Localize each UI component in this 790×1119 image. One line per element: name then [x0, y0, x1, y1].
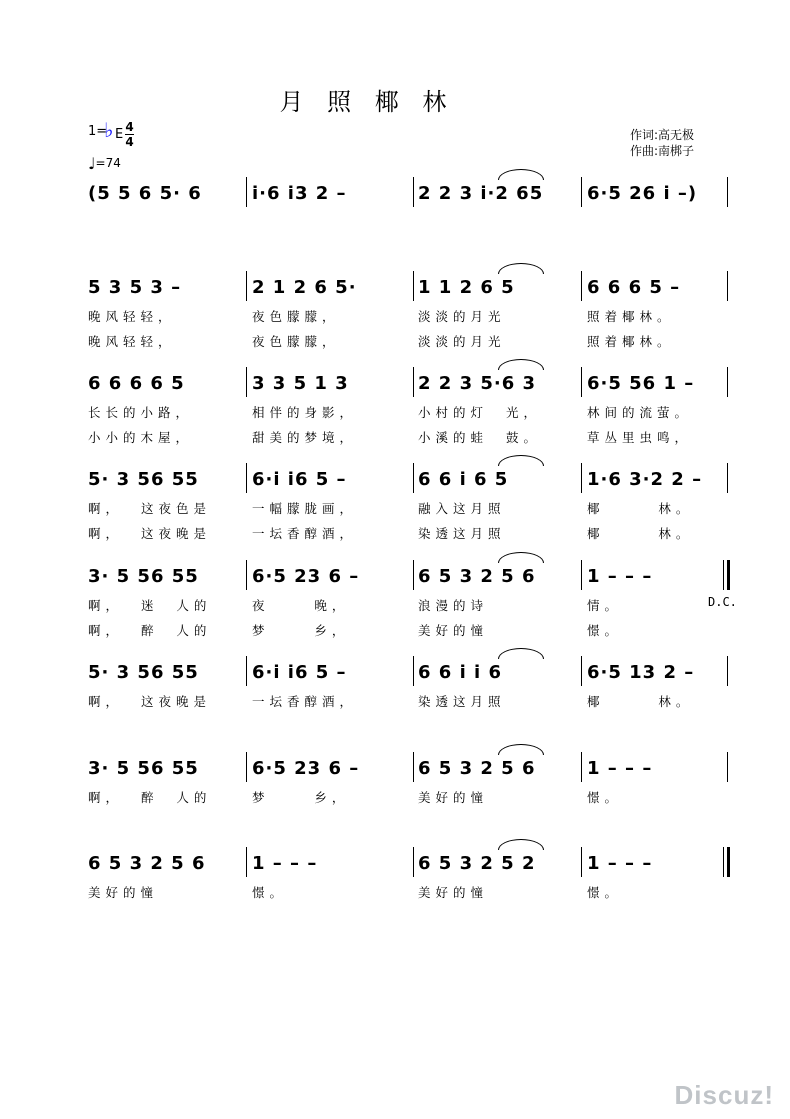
barline: [246, 847, 247, 877]
barline: [246, 463, 247, 493]
measure-notes: 6·5 23 6 –: [252, 758, 360, 779]
measure-notes: 6·i i6 5 –: [252, 662, 347, 683]
measure-notes: 6 6 6 5 –: [587, 277, 681, 298]
quarter-note-icon: ♩: [88, 154, 96, 173]
lyric-measure: 小溪的蛙 鼓。: [418, 430, 541, 445]
lyric-measure: 夜色朦朦，: [252, 334, 340, 349]
measure-notes: 6·5 26 i –): [587, 183, 698, 204]
lyric-measure: 椰 林。: [587, 526, 694, 541]
measure-notes: 6 5 3 2 5 6: [418, 758, 536, 779]
barline: [246, 656, 247, 686]
lyrics-line: [0, 524, 790, 542]
barline: [581, 463, 582, 493]
barline: [581, 847, 582, 877]
lyric-measure: 相伴的身影，: [252, 405, 358, 420]
system-notes-2: [0, 277, 790, 307]
barline: [581, 271, 582, 301]
lyricist: 作词:高无极: [630, 128, 695, 142]
final-barline: [727, 560, 730, 590]
final-barline: [727, 847, 730, 877]
lyric-measure: 一幅朦胧画，: [252, 501, 358, 516]
lyrics-line: [0, 883, 790, 901]
measure-notes: 6 6 6 6 5: [88, 373, 185, 394]
system-notes-1: [0, 183, 790, 213]
lyric-measure: 一坛香醇酒，: [252, 694, 358, 709]
barline: [246, 560, 247, 590]
lyric-measure: 染透这月照: [418, 526, 506, 541]
barline: [727, 752, 728, 782]
lyric-measure: 啊， 这夜晚是: [88, 694, 211, 709]
measure-notes: 2 2 3 i·2 65: [418, 183, 544, 204]
barline: [413, 752, 414, 782]
credits: [630, 127, 694, 159]
barline: [581, 177, 582, 207]
lyrics-line: [0, 621, 790, 639]
measure-notes: 6 5 3 2 5 6: [88, 853, 206, 874]
measure-notes: 1 – – –: [587, 758, 653, 779]
slur-mark: [498, 263, 544, 274]
measure-notes: 3 3 5 1 3: [252, 373, 349, 394]
lyrics-line: [0, 307, 790, 325]
lyric-measure: 甜美的梦境，: [252, 430, 358, 445]
barline: [581, 560, 582, 590]
measure-notes: (5 5 6 5· 6: [88, 183, 202, 204]
lyric-measure: 林间的流萤。: [587, 405, 693, 420]
lyric-measure: 照着椰林。: [587, 309, 675, 324]
lyric-measure: 夜色朦朦，: [252, 309, 340, 324]
barline: [723, 847, 724, 877]
barline: [581, 367, 582, 397]
measure-notes: 6·5 23 6 –: [252, 566, 360, 587]
barline: [413, 656, 414, 686]
slur-mark: [498, 359, 544, 370]
measure-notes: 1 1 2 6 5: [418, 277, 515, 298]
lyric-measure: 长长的小路，: [88, 405, 194, 420]
lyric-measure: 小小的木屋，: [88, 430, 194, 445]
lyric-measure: 梦 乡，: [252, 623, 350, 638]
lyric-measure: 晚风轻轻，: [88, 309, 176, 324]
barline: [723, 560, 724, 590]
measure-notes: 1 – – –: [587, 853, 653, 874]
lyric-measure: 啊， 醉 人的: [88, 623, 212, 638]
barline: [413, 463, 414, 493]
lyrics-line: [0, 499, 790, 517]
barline: [413, 367, 414, 397]
lyric-measure: 啊， 这夜晚是: [88, 526, 211, 541]
system-notes-8: [0, 853, 790, 883]
barline: [581, 656, 582, 686]
lyric-measure: 美好的憧: [418, 790, 489, 805]
lyric-measure: 小村的灯 光，: [418, 405, 541, 420]
key-signature: [88, 118, 124, 142]
lyric-measure: 憬。: [587, 790, 623, 805]
measure-notes: 6·5 13 2 –: [587, 662, 695, 683]
lyric-measure: 一坛香醇酒，: [252, 526, 358, 541]
measure-notes: 5· 3 56 55: [88, 662, 199, 683]
measure-notes: 6 5 3 2 5 6: [418, 566, 536, 587]
dc-marking: D.C.: [708, 595, 737, 609]
slur-mark: [498, 455, 544, 466]
measure-notes: 3· 5 56 55: [88, 566, 199, 587]
lyric-measure: 浪漫的诗: [418, 598, 489, 613]
slur-mark: [498, 169, 544, 180]
lyric-measure: 啊， 迷 人的: [88, 598, 212, 613]
measure-notes: 5· 3 56 55: [88, 469, 199, 490]
barline: [246, 367, 247, 397]
measure-notes: 5 3 5 3 –: [88, 277, 182, 298]
barline: [413, 177, 414, 207]
lyric-measure: 融入这月照: [418, 501, 506, 516]
time-signature: [125, 121, 134, 148]
slur-mark: [498, 648, 544, 659]
barline: [413, 271, 414, 301]
barline: [727, 271, 728, 301]
lyric-measure: 淡淡的月光: [418, 309, 506, 324]
measure-notes: i·6 i3 2 –: [252, 183, 347, 204]
lyric-measure: 椰 林。: [587, 501, 694, 516]
tempo-marking: [88, 154, 121, 173]
lyric-measure: 照着椰林。: [587, 334, 675, 349]
lyric-measure: 憬。: [587, 885, 623, 900]
lyric-measure: 晚风轻轻，: [88, 334, 176, 349]
system-notes-3: [0, 373, 790, 403]
measure-notes: 2 1 2 6 5·: [252, 277, 357, 298]
measure-notes: 6·5 56 1 –: [587, 373, 695, 394]
system-notes-7: [0, 758, 790, 788]
lyrics-line: [0, 428, 790, 446]
lyric-measure: 啊， 醉 人的: [88, 790, 212, 805]
meter-bottom: 4: [125, 135, 134, 149]
measure-notes: 6·i i6 5 –: [252, 469, 347, 490]
lyric-measure: 美好的憧: [418, 623, 489, 638]
slur-mark: [498, 744, 544, 755]
lyrics-line: [0, 596, 790, 614]
barline: [246, 177, 247, 207]
lyric-measure: 染透这月照: [418, 694, 506, 709]
barline: [413, 847, 414, 877]
barline: [246, 271, 247, 301]
lyrics-line: [0, 692, 790, 710]
lyric-measure: 憬。: [252, 885, 288, 900]
measure-notes: 1 – – –: [252, 853, 318, 874]
lyric-measure: 淡淡的月光: [418, 334, 506, 349]
barline: [727, 656, 728, 686]
measure-notes: 6 6 i i 6: [418, 662, 502, 683]
lyric-measure: 啊， 这夜色是: [88, 501, 211, 516]
measure-notes: 1 – – –: [587, 566, 653, 587]
lyric-measure: 美好的憧: [418, 885, 489, 900]
lyric-measure: 情。: [587, 598, 623, 613]
slur-mark: [498, 839, 544, 850]
barline: [246, 752, 247, 782]
flat-sign: ♭: [104, 118, 114, 142]
discuz-watermark: Discuz!: [674, 1080, 774, 1110]
lyric-measure: 憬。: [587, 623, 623, 638]
lyric-measure: 草丛里虫鸣，: [587, 430, 693, 445]
lyrics-line: [0, 332, 790, 350]
meter-top: 4: [125, 120, 134, 134]
tempo-value: =74: [95, 156, 121, 170]
barline: [581, 752, 582, 782]
system-notes-5: [0, 566, 790, 596]
lyric-measure: 椰 林。: [587, 694, 694, 709]
barline: [727, 463, 728, 493]
lyrics-line: [0, 788, 790, 806]
measure-notes: 2 2 3 5·6 3: [418, 373, 537, 394]
measure-notes: 3· 5 56 55: [88, 758, 199, 779]
barline: [727, 367, 728, 397]
barline: [413, 560, 414, 590]
lyric-measure: 美好的憧: [88, 885, 159, 900]
system-notes-6: [0, 662, 790, 692]
lyrics-line: [0, 403, 790, 421]
composer: 作曲:南梆子: [630, 144, 695, 158]
key-note: E: [115, 127, 124, 142]
lyric-measure: 夜 晚，: [252, 598, 350, 613]
barline: [727, 177, 728, 207]
lyric-measure: 梦 乡，: [252, 790, 350, 805]
slur-mark: [498, 552, 544, 563]
measure-notes: 6 5 3 2 5 2: [418, 853, 536, 874]
key-label: 1=: [88, 124, 108, 139]
measure-notes: 6 6 i 6 5: [418, 469, 509, 490]
measure-notes: 1·6 3·2 2 –: [587, 469, 703, 490]
system-notes-4: [0, 469, 790, 499]
score-title: 月 照 椰 林: [279, 88, 455, 116]
